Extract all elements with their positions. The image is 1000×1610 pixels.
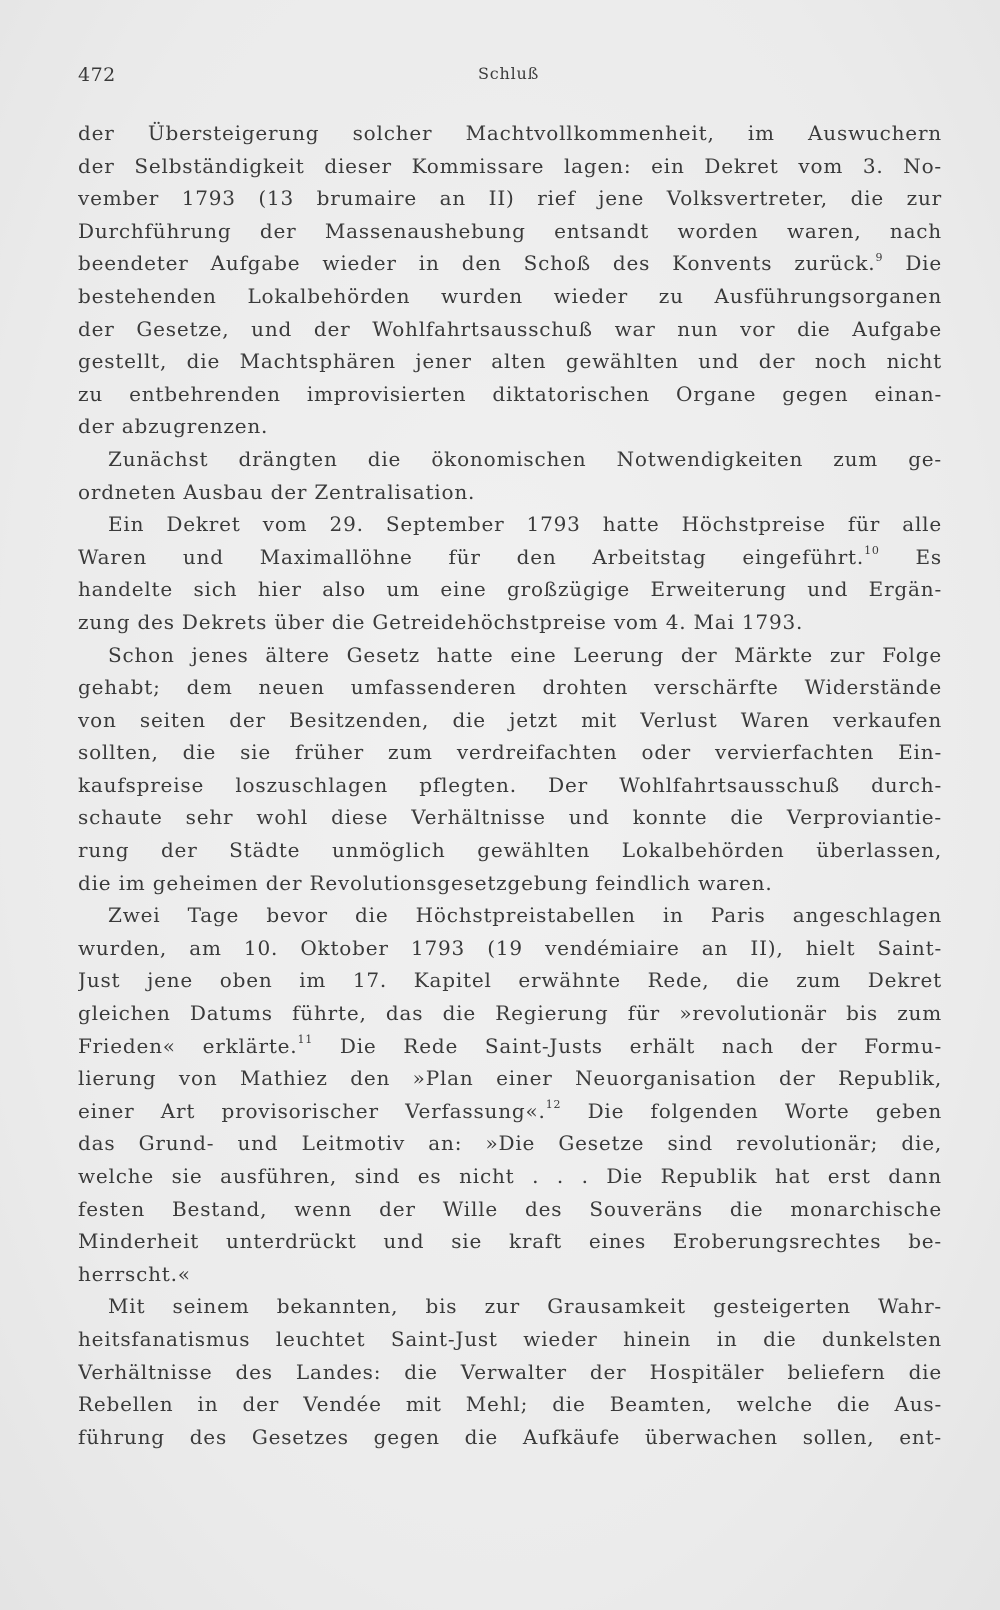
text-line [78,1127,942,1160]
text-line [78,573,942,606]
line-text: vember 1793 (13 brumaire an II) rief jene Volksvertreter, die zur [78,186,942,211]
line-text: Ein Dekret vom 29. September 1793 hatte Höchstpreise für alle [108,512,942,537]
line-text: von seiten der Besitzenden, die jetzt mit Verlust Waren verkaufen [78,707,942,732]
line-text: der abzugrenzen. [78,414,269,439]
footnote-marker: 9 [875,250,884,264]
text-line [78,1388,942,1421]
line-text: Zwei Tage bevor die Höchstpreistabellen in Paris angeschlagen [108,903,942,928]
text-line [78,280,942,313]
text-line [78,1421,942,1454]
footnote-marker: 11 [297,1032,314,1046]
footnote-marker: 10 [864,544,880,558]
line-text: kaufspreise loszuschlagen pflegten. Der Wohlfahrtsausschuß durch- [78,772,942,797]
text-line [78,899,942,932]
line-text: wurden, am 10. Oktober 1793 (19 vendémiaire an II), hielt Saint- [78,935,942,960]
line-text: Durchführung der Massenaushebung entsandt worden waren, nach [78,218,942,243]
text-line [78,1225,942,1258]
line-text: Rebellen in der Vendée mit Mehl; die Beamten, welche die Aus- [78,1392,942,1417]
line-text: welche sie ausführen, sind es nicht . . . Die Republik hat erst dann [78,1164,942,1188]
line-text: Mit seinem bekannten, bis zur Grausamkeit gesteigerten Wahr- [108,1294,942,1319]
page-number: 472 [78,64,116,86]
line-text: rung der Städte unmöglich gewählten Lokalbehörden überlassen, [78,838,942,863]
text-line [78,704,942,737]
text-line [78,541,942,574]
text-line [78,1160,942,1193]
text-line [78,117,942,150]
text-line [78,867,942,900]
line-text: beendeter Aufgabe wieder in den Schoß des Konvents zurück. [78,251,876,276]
text-line [78,1356,942,1389]
text-line [78,964,942,997]
text-line [78,736,942,769]
line-text: bestehenden Lokalbehörden wurden wieder zu Ausführungsorganen [78,283,942,308]
line-text: Zunächst drängten die ökonomischen Notwendigkeiten zum ge- [108,446,942,471]
text-line [78,313,942,346]
line-text: einer Art provisorischer Verfassung«. [78,1098,546,1123]
line-text: heitsfanatismus leuchtet Saint-Just wieder hinein in die dunkelsten [78,1326,942,1351]
text-line [78,1095,942,1128]
text-line [78,1290,942,1323]
footnote-marker: 12 [545,1098,562,1112]
line-text: gleichen Datums führte, das die Regierung für »revolutionär bis zum [78,1001,942,1026]
line-text-tail: Die [883,251,942,276]
text-line [78,247,942,280]
running-head: Schluß [478,64,540,83]
line-text: Minderheit unterdrückt und sie kraft eines Eroberungsrechtes be- [78,1229,942,1254]
line-text: herrscht.« [78,1261,191,1286]
line-text: Waren und Maximallöhne für den Arbeitstag eingeführt. [78,544,865,569]
text-line [78,1258,942,1291]
line-text: ordneten Ausbau der Zentralisation. [78,479,476,504]
body-text [78,117,942,1453]
text-line [78,834,942,867]
line-text-tail: Die Rede Saint-Justs erhält nach der Formu- [313,1033,942,1058]
line-text: der Gesetze, und der Wohlfahrtsausschuß war nun vor die Aufgabe [78,316,942,341]
line-text: Just jene oben im 17. Kapitel erwähnte Rede, die zum Dekret [78,968,942,993]
line-text: handelte sich hier also um eine großzügige Erweiterung und Ergän- [78,577,942,602]
line-text: der Selbständigkeit dieser Kommissare lagen: ein Dekret vom 3. No- [78,153,942,178]
line-text: gehabt; dem neuen umfassenderen drohten verschärfte Widerstände [78,675,942,700]
line-text: die im geheimen der Revolutionsgesetzgebung feindlich waren. [78,870,773,895]
text-line [78,378,942,411]
text-line [78,801,942,834]
line-text: festen Bestand, wenn der Wille des Souveräns die monarchische [78,1196,942,1221]
text-line [78,671,942,704]
text-line [78,1062,942,1095]
line-text: zung des Dekrets über die Getreidehöchstpreise vom 4. Mai 1793. [78,609,804,634]
text-line [78,345,942,378]
text-line [78,410,942,443]
text-line [78,1193,942,1226]
line-text: zu entbehrenden improvisierten diktatorischen Organe gegen einan- [78,381,942,406]
line-text: lierung von Mathiez den »Plan einer Neuorganisation der Republik, [78,1066,942,1091]
text-line [78,150,942,183]
text-line [78,639,942,672]
line-text-tail: Es [879,544,942,569]
line-text: führung des Gesetzes gegen die Aufkäufe überwachen sollen, ent- [78,1424,942,1449]
line-text: der Übersteigerung solcher Machtvollkommenheit, im Auswuchern [78,121,942,145]
line-text: das Grund- und Leitmotiv an: »Die Gesetze sind revolutionär; die, [78,1131,942,1156]
line-text: sollten, die sie früher zum verdreifachten oder vervierfachten Ein- [78,740,942,765]
text-line [78,1030,942,1063]
line-text: Schon jenes ältere Gesetz hatte eine Leerung der Märkte zur Folge [108,642,942,667]
text-line [78,606,942,639]
text-line [78,997,942,1030]
text-line [78,932,942,965]
text-line [78,508,942,541]
text-line [78,443,942,476]
text-line [78,215,942,248]
text-line [78,1323,942,1356]
page-header [78,64,942,94]
line-text-tail: Die folgenden Worte geben [561,1098,942,1123]
line-text: Verhältnisse des Landes: die Verwalter der Hospitäler beliefern die [78,1359,942,1384]
text-line [78,476,942,509]
text-line [78,769,942,802]
line-text: schaute sehr wohl diese Verhältnisse und konnte die Verproviantie- [78,805,942,830]
text-line [78,182,942,215]
line-text: gestellt, die Machtsphären jener alten gewählten und der noch nicht [78,349,942,374]
line-text: Frieden« erklärte. [78,1033,298,1058]
